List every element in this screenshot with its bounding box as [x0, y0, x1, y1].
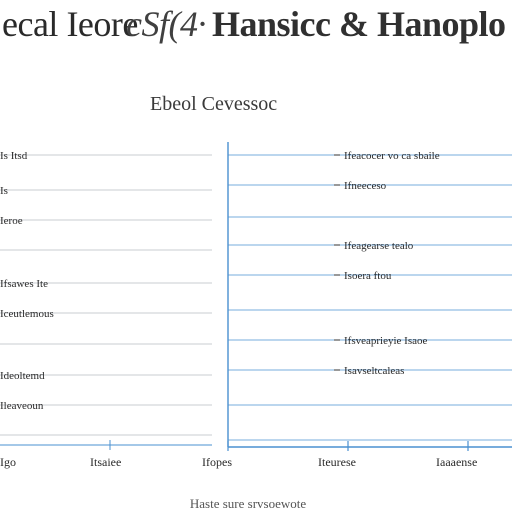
x-tick-label: Iaaaense [436, 455, 478, 469]
title-part-left: ecal Ieore [2, 4, 138, 44]
right-row-label: Ifsveaprieyie Isaoe [344, 335, 428, 347]
right-row-label: Isoera ftou [344, 270, 392, 282]
left-row-label: Ieroe [0, 215, 23, 227]
right-row-label: Ifneeceso [344, 180, 387, 192]
title-part-right: Hansicc & Hanoplo [212, 4, 506, 44]
left-row-label: Ileaveoun [0, 400, 44, 412]
x-tick-label: Ifopes [202, 455, 232, 469]
right-row-label: Ifeacocer vo ca sbaile [344, 150, 440, 162]
title-part-middle: cSf(4· [126, 4, 206, 44]
right-row-label: Isavseltcaleas [344, 365, 405, 377]
x-tick-label: Itsaiee [90, 455, 122, 469]
left-row-label: Iceutlemous [0, 308, 54, 320]
chart-subtitle: Ebeol Cevessoc [150, 93, 278, 115]
left-row-label: Ifsawes Ite [0, 278, 48, 290]
right-row-label: Ifeagearse tealo [344, 240, 414, 252]
left-row-label: Is Itsd [0, 150, 28, 162]
left-row-label: Is [0, 185, 8, 197]
chart-caption: Haste sure srvsoewote [189, 496, 307, 511]
left-row-label: Ideoltemd [0, 370, 45, 382]
x-tick-label: Iteurese [318, 455, 356, 469]
x-tick-label: Igo [0, 455, 16, 469]
